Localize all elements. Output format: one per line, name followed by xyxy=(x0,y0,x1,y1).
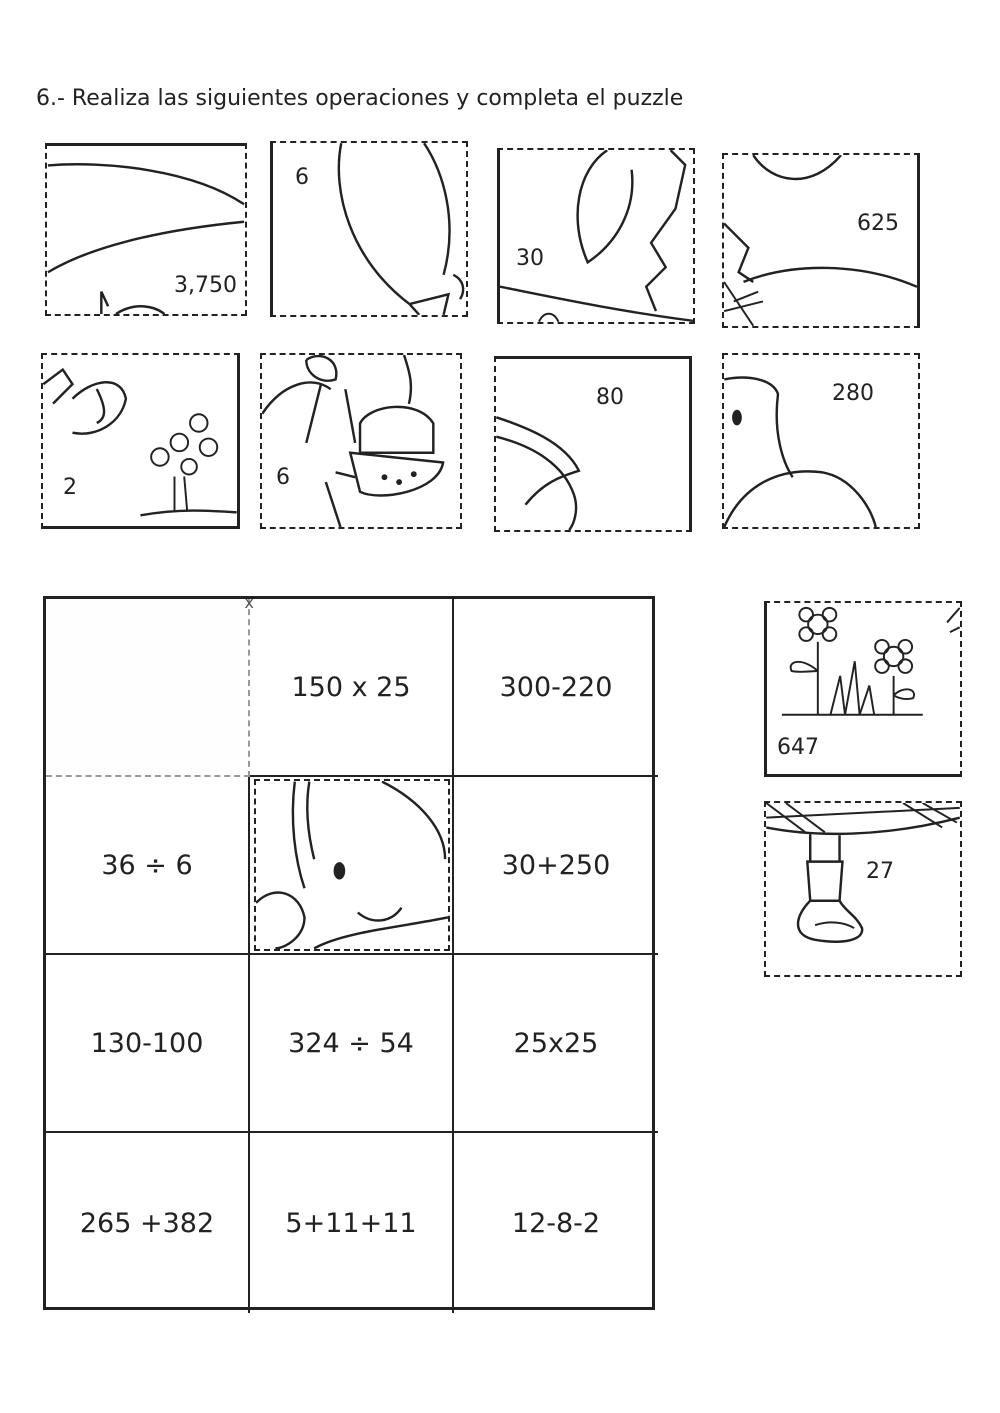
puzzle-piece-3750[interactable] xyxy=(45,143,247,316)
piece-number: 625 xyxy=(857,211,899,236)
grid-cell-operation[interactable]: 30+250 xyxy=(454,777,658,955)
piece-number: 6 xyxy=(295,165,309,190)
piece-number: 6 xyxy=(276,465,290,490)
puzzle-piece-625[interactable] xyxy=(722,153,920,328)
puzzle-piece-280[interactable] xyxy=(722,353,920,529)
piece-number: 80 xyxy=(596,385,624,410)
corner-x-mark: x xyxy=(244,593,254,612)
piece-number: 3,750 xyxy=(174,273,237,298)
piece-number: 27 xyxy=(866,859,894,884)
piece-number: 280 xyxy=(832,381,874,406)
puzzle-piece-647[interactable] xyxy=(764,601,962,777)
face-eye-drawing-icon xyxy=(724,355,918,527)
puzzle-piece-30[interactable] xyxy=(497,148,695,324)
grid-cell-operation[interactable]: 5+11+11 xyxy=(250,1133,454,1313)
puzzle-piece-27[interactable] xyxy=(764,801,962,977)
bow-ribbon-drawing-icon xyxy=(500,150,693,322)
puzzle-piece-6b[interactable] xyxy=(260,353,462,529)
puzzle-piece-2[interactable] xyxy=(41,353,240,529)
puzzle-piece-80[interactable] xyxy=(494,356,692,532)
piece-number: 647 xyxy=(777,735,819,760)
grid-cell-operation[interactable]: 36 ÷ 6 xyxy=(46,777,250,955)
grid-cell-operation[interactable]: 25x25 xyxy=(454,955,658,1133)
grid-cell-operation[interactable]: 150 x 25 xyxy=(250,599,454,777)
worksheet-title: 6.- Realiza las siguientes operaciones y completa el puzzle xyxy=(36,86,684,111)
grid-cell-placed-piece[interactable] xyxy=(250,777,454,955)
flowers-shoe-drawing-icon xyxy=(43,355,237,526)
puzzle-grid xyxy=(43,593,655,1310)
placed-face-piece xyxy=(254,779,450,951)
grid-cell-empty[interactable] xyxy=(46,593,254,777)
leg-shoe-drawing-icon xyxy=(766,803,960,975)
grid-cell-operation[interactable]: 300-220 xyxy=(454,599,658,777)
puzzle-piece-6[interactable] xyxy=(270,141,468,317)
face-smile-drawing-icon xyxy=(256,781,448,949)
piece-number: 30 xyxy=(516,246,544,271)
basket-strawberries-drawing-icon xyxy=(262,355,460,527)
grid-cell-operation[interactable]: 324 ÷ 54 xyxy=(250,955,454,1133)
hat-curve-drawing-icon xyxy=(496,359,689,530)
grid-cell-operation[interactable]: 265 +382 xyxy=(46,1133,250,1313)
grid-cell-operation[interactable]: 12-8-2 xyxy=(511,1207,601,1239)
piece-number: 2 xyxy=(63,475,77,500)
dress-hem-drawing-icon xyxy=(724,155,917,326)
grid-cell-operation[interactable]: 130-100 xyxy=(46,955,250,1133)
